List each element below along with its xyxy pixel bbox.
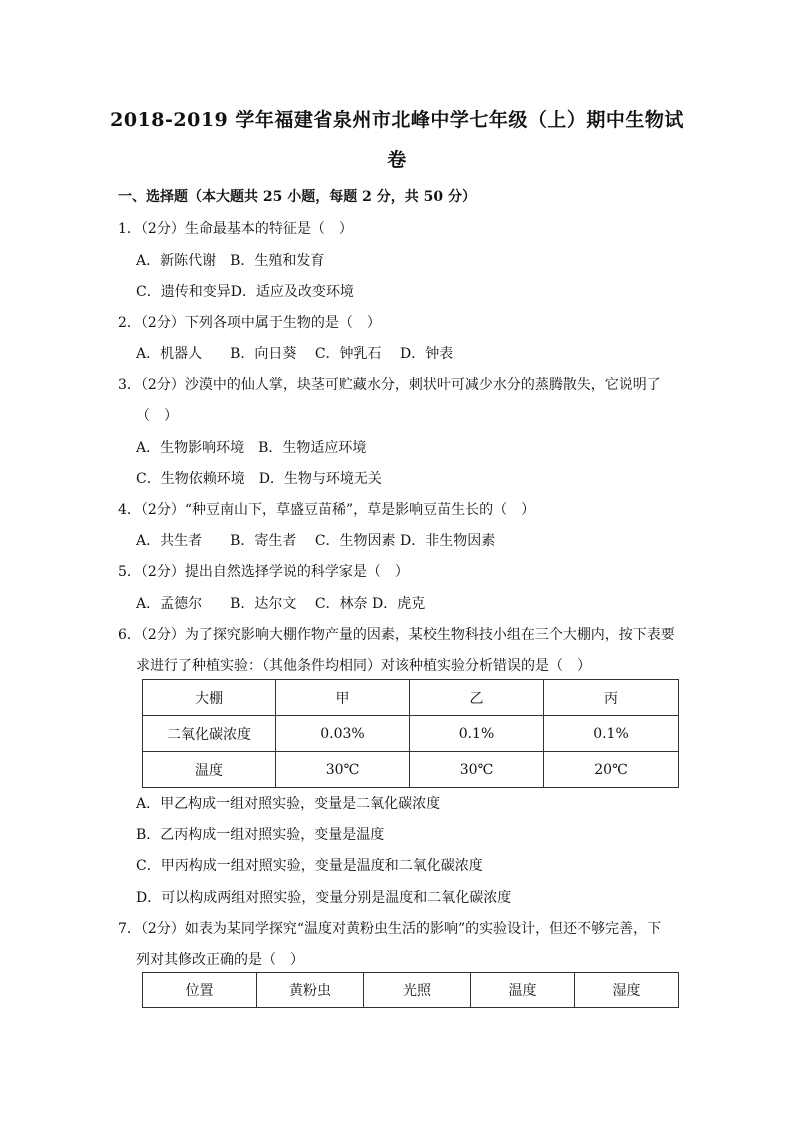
table-row: [143, 716, 679, 752]
question-7-table: [142, 972, 679, 1008]
question-5-stem: 5．（2分）提出自然选择学说的科学家是（ ）: [118, 564, 409, 580]
table-cell: 甲: [276, 680, 410, 716]
question-6-option-c: C．甲丙构成一组对照实验，变量是温度和二氧化碳浓度: [136, 858, 483, 874]
question-6-option-a: A．甲乙构成一组对照实验，变量是二氧化碳浓度: [136, 796, 441, 812]
question-6-table: [142, 679, 679, 788]
question-6-stem-line-1: 6．（2分）为了探究影响大棚作物产量的因素，某校生物科技小组在三个大棚内，按下表要: [118, 627, 675, 643]
table-row: [143, 752, 679, 788]
question-6-option-b: B．乙丙构成一组对照实验，变量是温度: [136, 827, 385, 843]
question-7-stem-line-2: 列对其修改正确的是（ ）: [136, 952, 304, 968]
table-cell: 20℃: [544, 752, 679, 788]
question-1-options-row-1: A．新陈代谢 B．生殖和发育: [136, 253, 325, 269]
table-cell: 大棚: [143, 680, 276, 716]
question-2-stem: 2．（2分）下列各项中属于生物的是（ ）: [118, 315, 381, 331]
question-2-options-row-1: A．机器人 B．向日葵 C．钟乳石 D．钟表: [136, 346, 454, 362]
question-3-options-row-1: A．生物影响环境 B．生物适应环境: [136, 440, 367, 456]
table-cell: 丙: [544, 680, 679, 716]
table-cell: 湿度: [575, 973, 679, 1008]
table-cell: 0.1%: [410, 716, 544, 752]
table-row: [143, 680, 679, 716]
question-7-stem-line-1: 7．（2分）如表为某同学探究“温度对黄粉虫生活的影响”的实验设计，但还不够完善，下: [118, 921, 662, 937]
table-cell: 30℃: [410, 752, 544, 788]
table-cell: 温度: [471, 973, 575, 1008]
section-heading: 一、选择题（本大题共 25 小题，每题 2 分，共 50 分）: [118, 189, 476, 205]
question-1-options-row-2: C．遗传和变异D．适应及改变环境: [136, 284, 354, 300]
table-cell: 温度: [143, 752, 276, 788]
question-4-stem: 4．（2分）“种豆南山下，草盛豆苗稀”，草是影响豆苗生长的（ ）: [118, 502, 536, 518]
table-cell: 黄粉虫: [257, 973, 364, 1008]
table-row: [143, 973, 679, 1008]
question-6-option-d: D．可以构成两组对照实验，变量分别是温度和二氧化碳浓度: [136, 890, 512, 906]
table-cell: 光照: [364, 973, 471, 1008]
question-1-stem: 1．（2分）生命最基本的特征是（ ）: [118, 221, 353, 237]
question-5-options-row-1: A．孟德尔 B．达尔文 C．林奈 D．虎克: [136, 596, 426, 612]
exam-title: 2018-2019 学年福建省泉州市北峰中学七年级（上）期中生物试卷: [110, 109, 684, 171]
question-3-options-row-2: C．生物依赖环境 D．生物与环境无关: [136, 471, 382, 487]
table-cell: 二氧化碳浓度: [143, 716, 276, 752]
table-cell: 30℃: [276, 752, 410, 788]
table-cell: 0.03%: [276, 716, 410, 752]
table-cell: 乙: [410, 680, 544, 716]
table-cell: 位置: [143, 973, 257, 1008]
question-3-stem-line-1: 3．（2分）沙漠中的仙人掌，块茎可贮藏水分，刺状叶可减少水分的蒸腾散失，它说明了: [118, 377, 661, 393]
question-6-stem-line-2: 求进行了种植实验：（其他条件均相同）对该种植实验分析错误的是（ ）: [136, 658, 591, 674]
question-3-stem-line-2: （ ）: [136, 408, 178, 424]
question-4-options-row-1: A．共生者 B．寄生者 C．生物因素 D．非生物因素: [136, 533, 496, 549]
table-cell: 0.1%: [544, 716, 679, 752]
